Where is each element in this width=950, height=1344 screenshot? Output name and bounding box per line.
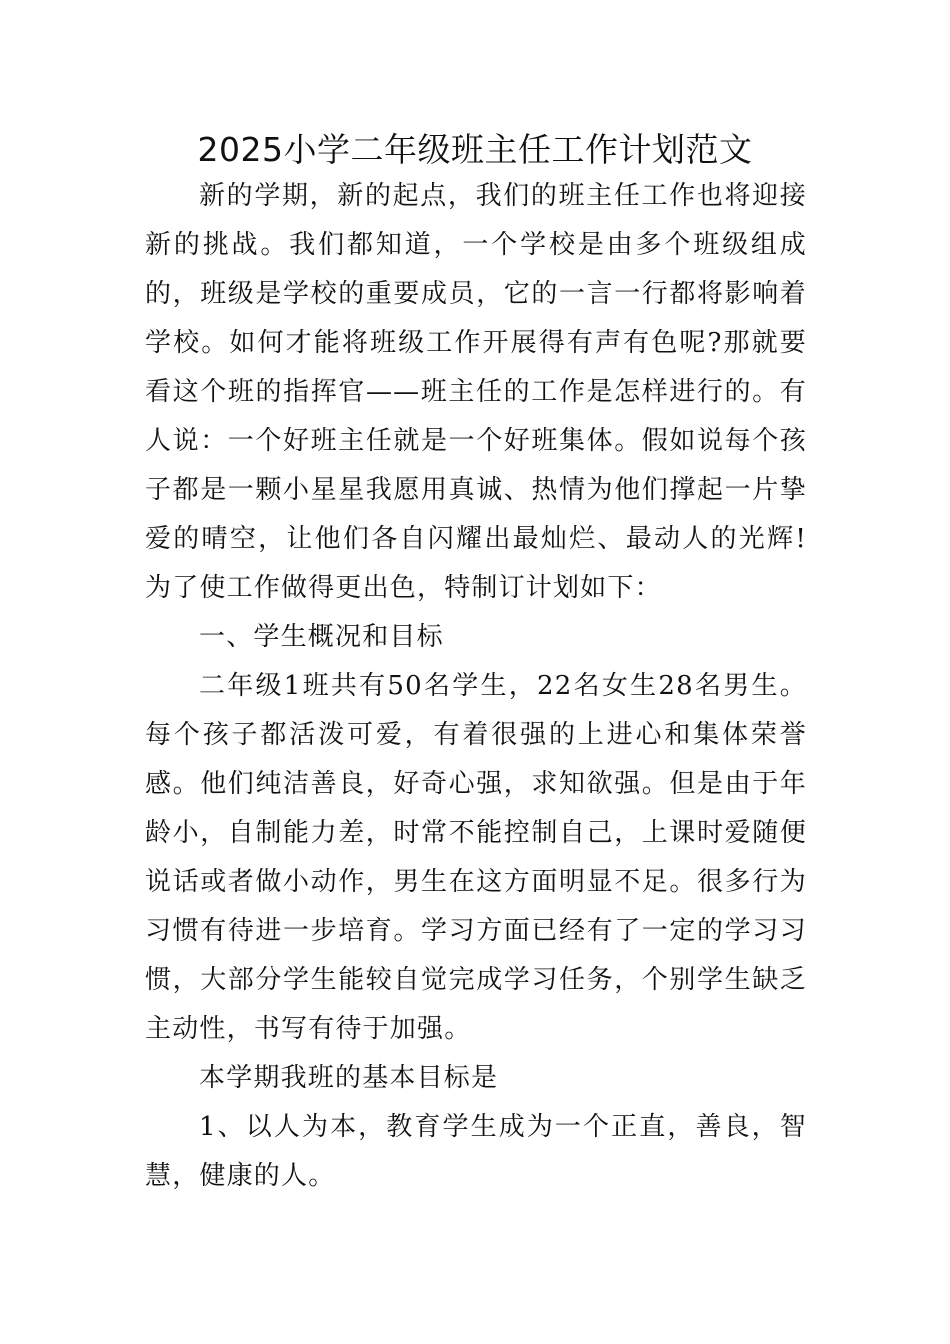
document-title: 2025小学二年级班主任工作计划范文 — [197, 130, 753, 169]
document-body — [145, 172, 807, 1201]
paragraph-student-overview: 二年级1班共有50名学生，22名女生28名男生。每个孩子都活泼可爱，有着很强的上进心和集体荣誉感。他们纯洁善良，好奇心强，求知欲强。但是由于年龄小，自制能力差，时常不能控制自己，上课时爱随便说话或者做小动作，男生在这方面明显不足。很多行为习惯有待进一步培育。学习方面已经有了一定的学习习惯，大部分学生能较自觉完成学习任务，个别学生缺乏主动性，书写有待于加强。 — [145, 671, 807, 1044]
section-heading-student-overview: 一、学生概况和目标 — [199, 622, 444, 652]
paragraph-intro: 新的学期，新的起点，我们的班主任工作也将迎接新的挑战。我们都知道，一个学校是由多个班级组成的，班级是学校的重要成员，它的一言一行都将影响着学校。如何才能将班级工作开展得有声有色呢?那就要看这个班的指挥官——班主任的工作是怎样进行的。有人说：一个好班主任就是一个好班集体。假如说每个孩子都是一颗小星星我愿用真诚、热情为他们撑起一片挚爱的晴空，让他们各自闪耀出最灿烂、最动人的光辉!为了使工作做得更出色，特制订计划如下： — [145, 181, 807, 603]
paragraph-goal-1: 1、以人为本，教育学生成为一个正直，善良，智慧，健康的人。 — [145, 1112, 807, 1191]
paragraph-goals-intro: 本学期我班的基本目标是 — [199, 1063, 499, 1093]
